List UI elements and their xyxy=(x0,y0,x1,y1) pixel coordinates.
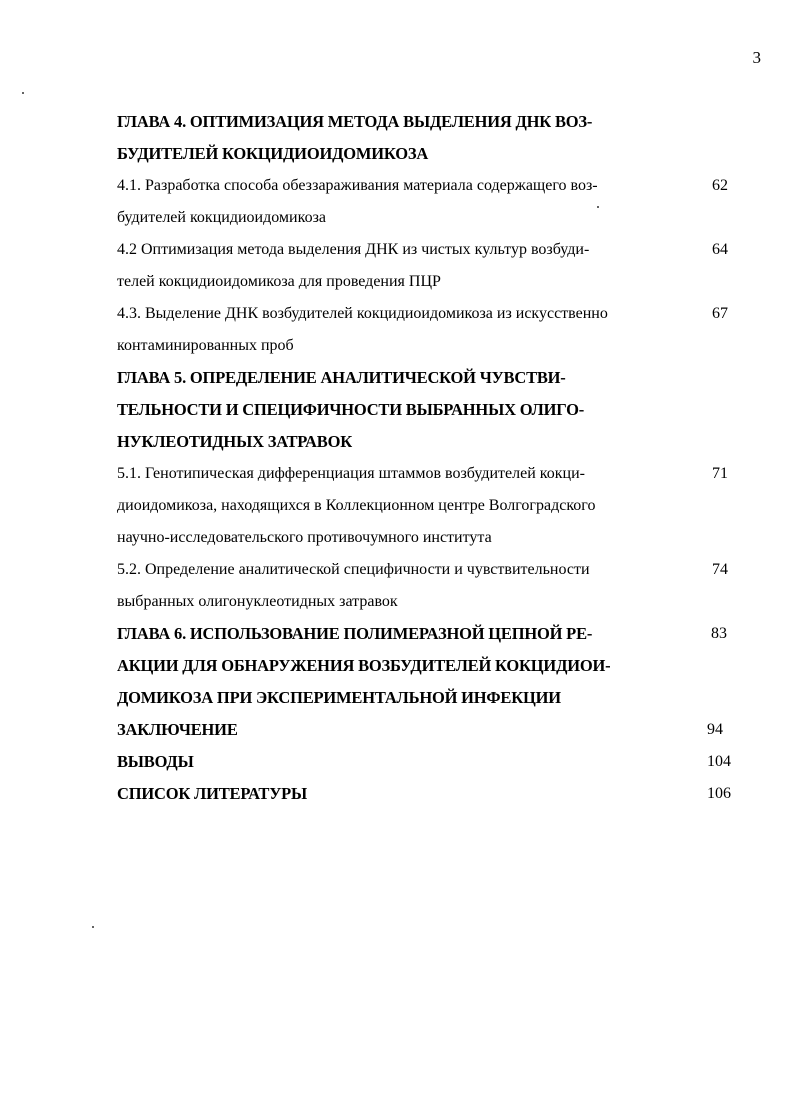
section-5-2-line-2: выбранных олигонуклеотидных затравок xyxy=(117,593,398,610)
section-5-1 xyxy=(117,458,743,490)
page-number: 3 xyxy=(752,48,761,67)
chapter-6-heading-line-3: ДОМИКОЗА ПРИ ЭКСПЕРИМЕНТАЛЬНОЙ ИНФЕКЦИИ xyxy=(117,688,561,707)
section-4-1 xyxy=(117,170,743,202)
section-5-2 xyxy=(117,554,743,586)
findings-page: 104 xyxy=(707,753,731,770)
section-4-2 xyxy=(117,234,743,266)
chapter-6-heading-line-2: АКЦИИ ДЛЯ ОБНАРУЖЕНИЯ ВОЗБУДИТЕЛЕЙ КОКЦИДИОИ- xyxy=(117,656,611,675)
references-page: 106 xyxy=(707,785,731,802)
section-4-2-line-2: телей кокцидиоидомикоза для проведения ПЦР xyxy=(117,273,441,290)
chapter-5-heading-line-3: НУКЛЕОТИДНЫХ ЗАТРАВОК xyxy=(117,432,352,451)
chapter-4-heading-line-1: ГЛАВА 4. ОПТИМИЗАЦИЯ МЕТОДА ВЫДЕЛЕНИЯ ДНК ВОЗ- xyxy=(117,112,593,131)
chapter-6-heading-line-1: ГЛАВА 6. ИСПОЛЬЗОВАНИЕ ПОЛИМЕРАЗНОЙ ЦЕПНОЙ РЕ- xyxy=(117,624,593,643)
section-4-3-page: 67 xyxy=(712,305,728,322)
table-of-contents xyxy=(117,106,743,810)
section-4-3-line-2: контаминированных проб xyxy=(117,337,294,354)
section-5-1-line-3: научно-исследовательского противочумного института xyxy=(117,529,492,546)
chapter-5-heading-line-2: ТЕЛЬНОСТИ И СПЕЦИФИЧНОСТИ ВЫБРАННЫХ ОЛИГО- xyxy=(117,400,585,419)
section-5-1-page: 71 xyxy=(712,465,728,482)
chapter-5-heading xyxy=(117,362,743,394)
section-5-2-page: 74 xyxy=(712,561,728,578)
section-4-2-page: 64 xyxy=(712,241,728,258)
findings-title: ВЫВОДЫ xyxy=(117,752,194,771)
scan-speck xyxy=(92,926,94,928)
conclusion-page: 94 xyxy=(707,721,723,738)
chapter-6-heading xyxy=(117,618,743,650)
section-4-3 xyxy=(117,298,743,330)
section-4-1-line-1: 4.1. Разработка способа обеззараживания материала содержащего воз- xyxy=(117,177,598,194)
conclusion-title: ЗАКЛЮЧЕНИЕ xyxy=(117,720,238,739)
section-5-1-line-2: диоидомикоза, находящихся в Коллекционном центре Волгоградского xyxy=(117,497,596,514)
section-4-1-line-2: будителей кокцидиоидомикоза xyxy=(117,209,326,226)
section-4-1-page: 62 xyxy=(712,177,728,194)
references-title: СПИСОК ЛИТЕРАТУРЫ xyxy=(117,784,307,803)
scan-speck xyxy=(22,92,24,94)
chapter-5-heading-line-1: ГЛАВА 5. ОПРЕДЕЛЕНИЕ АНАЛИТИЧЕСКОЙ ЧУВСТВИ- xyxy=(117,368,566,387)
section-4-3-line-1: 4.3. Выделение ДНК возбудителей кокцидиоидомикоза из искусственно xyxy=(117,305,608,322)
chapter-4-heading-line-2: БУДИТЕЛЕЙ КОКЦИДИОИДОМИКОЗА xyxy=(117,144,429,163)
conclusion-entry xyxy=(117,714,743,746)
references-entry xyxy=(117,778,743,810)
section-5-2-line-1: 5.2. Определение аналитической специфичности и чувствительности xyxy=(117,561,590,578)
chapter-4-heading xyxy=(117,106,743,138)
scan-speck xyxy=(597,206,599,208)
chapter-6-page: 83 xyxy=(711,625,727,642)
section-5-1-line-1: 5.1. Генотипическая дифференциация штаммов возбудителей кокци- xyxy=(117,465,585,482)
findings-entry xyxy=(117,746,743,778)
section-4-2-line-1: 4.2 Оптимизация метода выделения ДНК из чистых культур возбуди- xyxy=(117,241,590,258)
